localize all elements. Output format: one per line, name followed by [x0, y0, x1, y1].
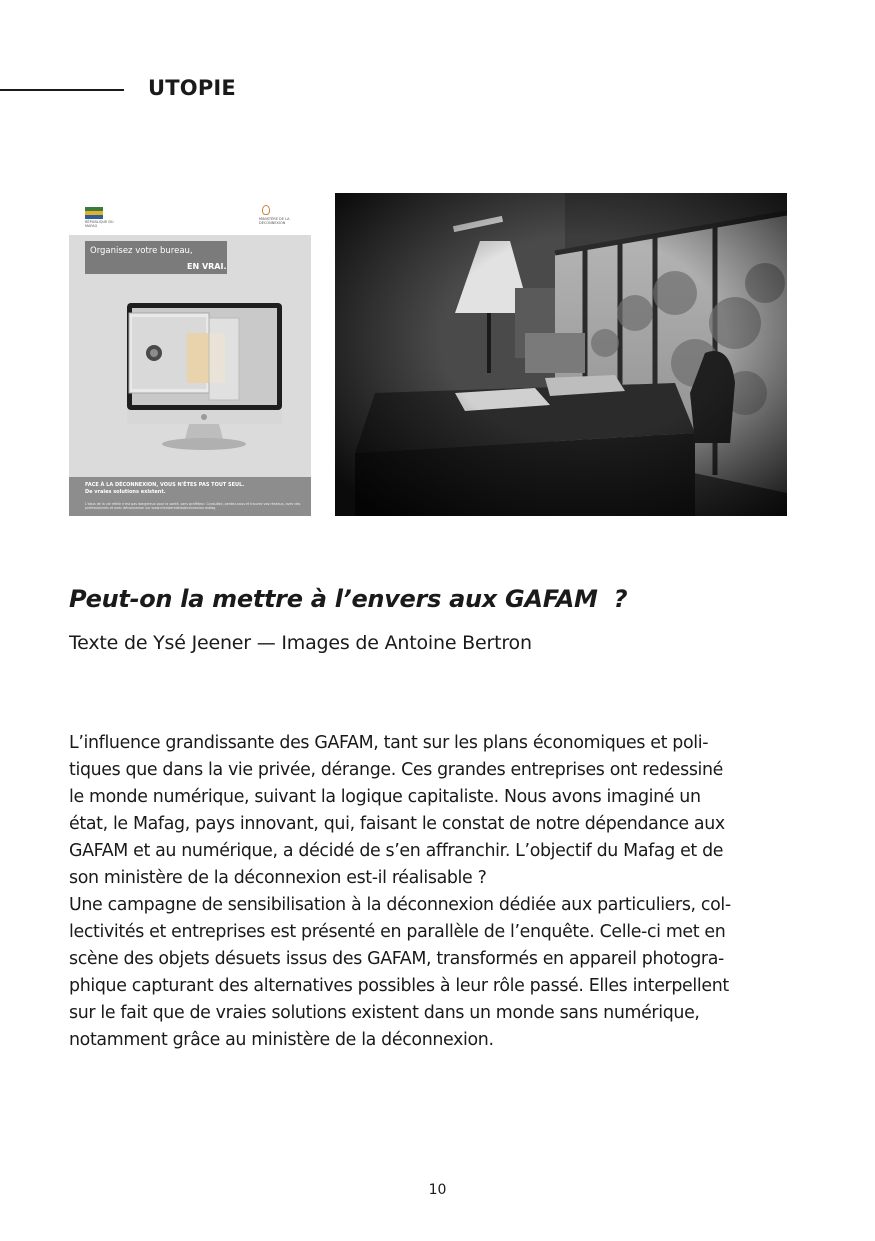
computer-safe-illustration	[69, 193, 311, 516]
page-number: 10	[428, 1182, 447, 1198]
office-photo	[335, 193, 787, 516]
body-line: L’influence grandissante des GAFAM, tant sur les plans économiques et poli-	[69, 733, 709, 753]
poster-footer-line2: De vraies solutions existent.	[85, 489, 166, 495]
poster-footer-line1: FACE À LA DÉCONNEXION, VOUS N'ÊTES PAS TOUT SEUL.	[85, 482, 245, 488]
poster-headline-line2: EN VRAI.	[187, 262, 227, 271]
republic-logo-text: RÉPUBLIQUE DU MAFAG	[85, 220, 114, 228]
article-title: Peut-on la mettre à l’envers aux GAFAM ?	[69, 585, 628, 613]
body-line: scène des objets désuets issus des GAFAM, transformés en appareil photogra-	[69, 949, 724, 969]
section-rule	[0, 89, 124, 91]
body-line: Une campagne de sensibilisation à la déconnexion dédiée aux particuliers, col-	[69, 895, 731, 915]
poster-footer-small-print: L'abus de la vie réelle n'est pas dangereux pour la santé, sans graffiteur. Consultez, perdez-vous et trouvez vos réseaux, avec des professionnels et avec déconnexion sur www.ministeredeladeconnexion.mafag	[85, 502, 301, 510]
office-scene	[335, 193, 787, 516]
article-body	[69, 730, 809, 1054]
section-label: UTOPIE	[148, 76, 236, 100]
article-byline: Texte de Ysé Jeener — Images de Antoine Bertron	[69, 632, 532, 654]
body-line: sur le fait que de vraies solutions existent dans un monde sans numérique,	[69, 1003, 700, 1023]
body-line: phique capturant des alternatives possibles à leur rôle passé. Elles interpellent	[69, 976, 729, 996]
body-line: tiques que dans la vie privée, dérange. Ces grandes entreprises ont redessiné	[69, 760, 724, 780]
body-line: le monde numérique, suivant la logique capitaliste. Nous avons imaginé un	[69, 787, 701, 807]
body-line: état, le Mafag, pays innovant, qui, faisant le constat de notre dépendance aux	[69, 814, 725, 834]
body-line: son ministère de la déconnexion est-il réalisable ?	[69, 868, 487, 888]
body-line: GAFAM et au numérique, a décidé de s’en affranchir. L’objectif du Mafag et de	[69, 841, 724, 861]
ministry-logo-text: MINISTÈRE DE LA DÉCONNEXION	[259, 217, 290, 225]
body-line: notamment grâce au ministère de la déconnexion.	[69, 1030, 494, 1050]
body-line: lectivités et entreprises est présenté en parallèle de l’enquête. Celle-ci met en	[69, 922, 726, 942]
campaign-poster-image	[69, 193, 311, 516]
poster-headline-line1: Organisez votre bureau,	[90, 246, 193, 256]
